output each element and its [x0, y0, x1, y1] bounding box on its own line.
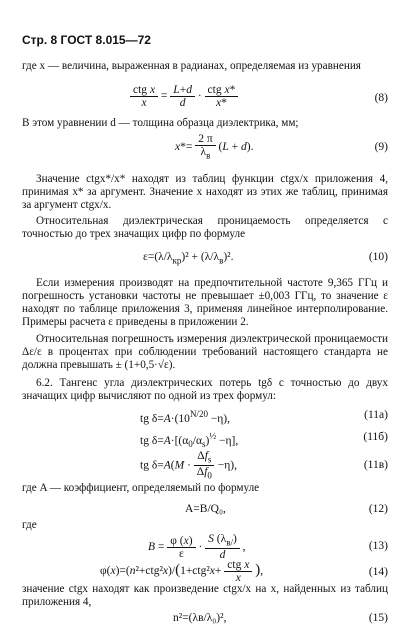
- equation-15: n²=(λв/λ₀)²,: [173, 612, 227, 624]
- equation-number-8: (8): [374, 92, 388, 104]
- equation-number-9: (9): [374, 141, 388, 153]
- equation-12: A=B/Q₀,: [185, 503, 226, 515]
- paragraph-1: где x — величина, выраженная в радианах, определяемая из уравнения: [22, 60, 361, 72]
- page-header: Стр. 8 ГОСТ 8.015—72: [22, 33, 151, 47]
- equation-11c: tg δ=A(M · $\frac{\Delta f_s}{\Delta f_0}$ −η),: [140, 450, 237, 481]
- equation-14: φ(x)=(n²+ctg²x)/(1+ctg²x+ $\frac{\text{ctg x}}{x}$ ),: [100, 559, 264, 584]
- equation-number-15: (15): [368, 612, 388, 624]
- paragraph-10: значение ctgx находят как произведение ctgx/x на x, найденных из таблиц приложения 4,: [22, 583, 388, 608]
- paragraph-6: Относительная погрешность измерения диэлектрической проницаемости Δε/ε в процентах при соблюдении требований настоящего стандарта не должна превышать ± (1+0,5·√ε).: [22, 333, 388, 371]
- paragraph-8: где A — коэффициент, определяемый по формуле: [22, 482, 260, 494]
- equation-8: $\frac{\text{ctg x}}{x}$ = $\frac{L+d}{d}$ · $\frac{\text{ctg x*}}{x*}$: [130, 84, 238, 109]
- equation-number-12: (12): [368, 503, 388, 515]
- equation-11a: tg $\delta=A\cdot(10^{N/20} -\eta)$,: [140, 409, 231, 425]
- equation-9: x*= $\frac{2 \pi}{\lambda_в}$ (L + d).: [175, 133, 254, 161]
- equation-number-11c: (11в): [363, 459, 388, 471]
- equation-number-11a: (11а): [364, 409, 388, 421]
- equation-number-10: (10): [368, 251, 388, 263]
- equation-10: $\varepsilon=(\lambda/\lambda_{кр})^2 + (\lambda/\lambda_в)^2$.: [143, 251, 234, 266]
- equation-number-13: (13): [368, 540, 388, 552]
- paragraph-7: 6.2. Тангенс угла диэлектрических потерь tgδ с точностью до двух значащих цифр вычисляют по одной из трех формул:: [22, 377, 388, 402]
- equation-number-11b: (11б): [363, 431, 388, 443]
- paragraph-9: где: [22, 519, 37, 531]
- paragraph-5: Если измерения производят на предпочтительной частоте 9,365 ГГц и погрешность установки частоты не превышает ±0,003 ГГц, то значение ε находят по таблице приложения 3, применяя линейное интерполирование. Примеры расчета ε приведены в приложении 2.: [22, 277, 388, 328]
- equation-13: B = $\frac{\varphi (x)}{\varepsilon}$ · $\frac{S (\lambda_{в/})}{d}$ ,: [148, 533, 246, 562]
- paragraph-2: В этом уравнении d — толщина образца диэлектрика, мм;: [22, 117, 299, 129]
- equation-number-14: (14): [368, 566, 388, 578]
- paragraph-4: Относительная диэлектрическая проницаемость определяется с точностью до трех значащих цифр по формуле: [22, 215, 388, 240]
- paragraph-3: Значение ctgx*/x* находят из таблиц функции ctgx/x приложения 4, принимая x* за аргумент. Значение x находят из этих же таблиц, принимая за аргумент ctgx/x.: [22, 173, 388, 211]
- equation-11b: tg $\delta=A\cdot[(\alpha_0/\alpha_s)^{\frac{1}{2}} -\eta]$,: [140, 431, 239, 450]
